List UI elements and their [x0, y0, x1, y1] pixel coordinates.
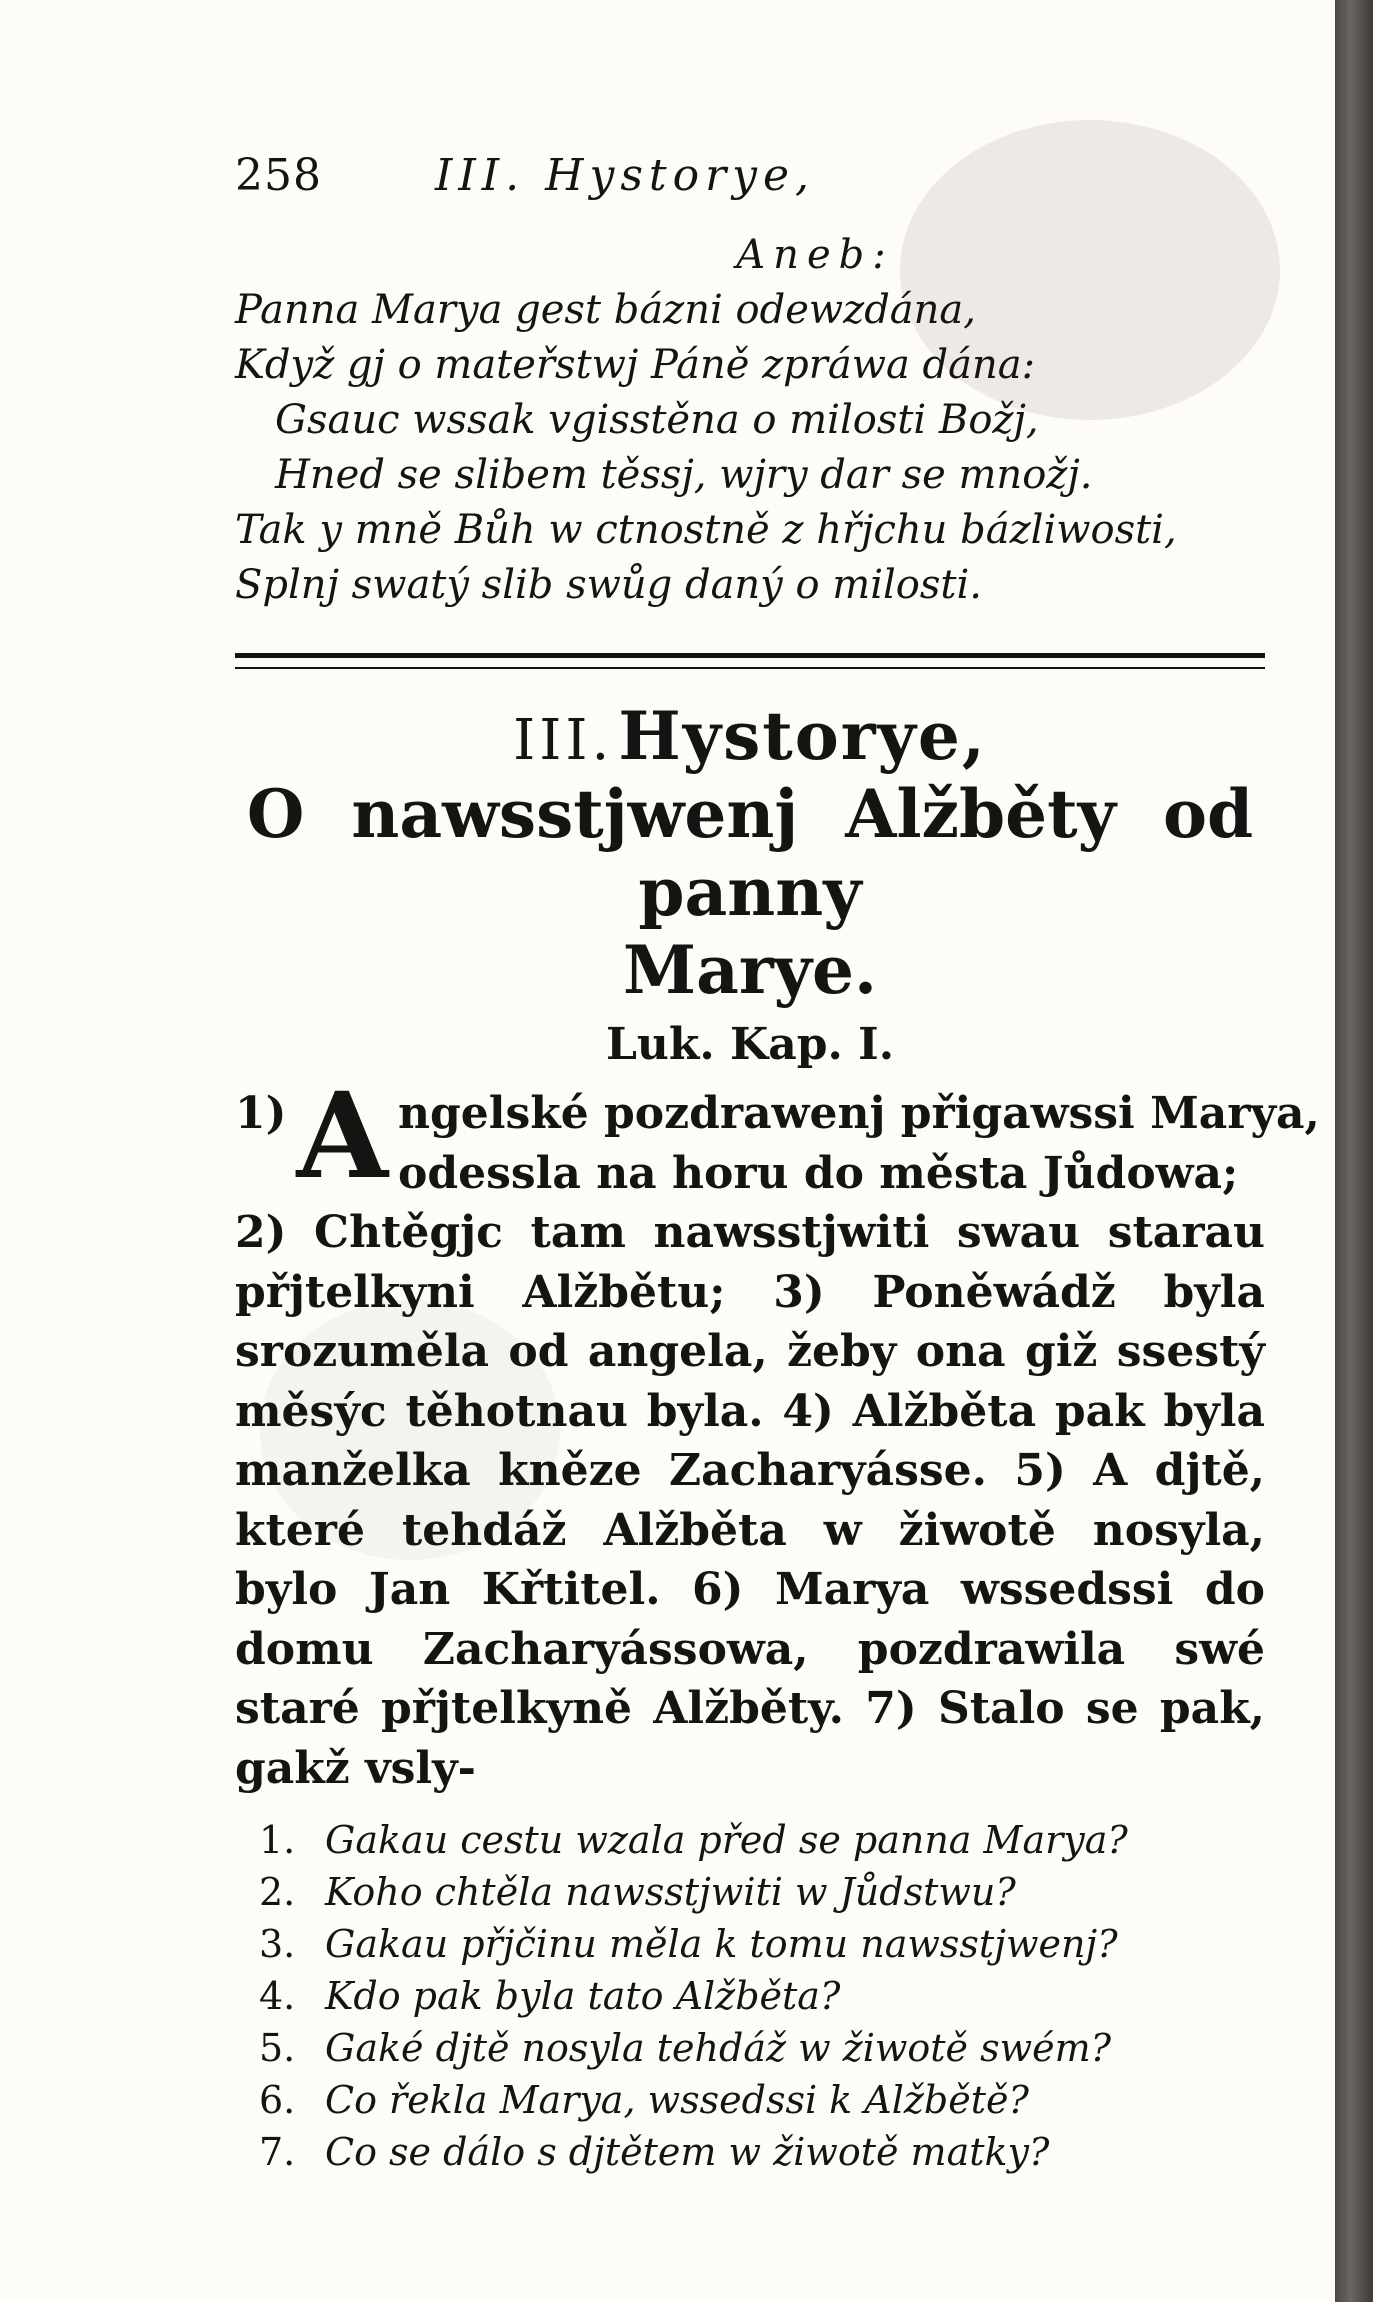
opening-line: odessla na horu do města Jůdowa;	[398, 1147, 1239, 1199]
body-text	[235, 1066, 1320, 1798]
list-item	[235, 1814, 1265, 1866]
question-list	[235, 1814, 1265, 2178]
question-number: 4.	[259, 1974, 296, 2018]
body-paragraph: 2) Chtěgjc tam nawsstjwiti swau starau přjtelkyni Alžbětu; 3) Poněwádž byla srozuměla od angela, žeby ona giž ssestý měsýc těhotnau byla. 4) Alžběta pak byla manželka kněze Zacharyásse. 5) A djtě, které tehdáž Alžběta w žiwotě nosyla, bylo Jan Křtitel. 6) Marya wssedssi do domu Zacharyássowa, pozdrawila swé staré přjtelkyně Alžběty. 7) Stalo se pak, gakž vsly-	[235, 1207, 1265, 1794]
page-content	[235, 150, 1320, 2178]
question-text: Co se dálo s djtětem w žiwotě matky?	[325, 2130, 1050, 2174]
section-number: III.	[513, 708, 614, 773]
page-number: 258	[235, 150, 322, 201]
list-item	[235, 1970, 1265, 2022]
poem	[235, 228, 1265, 613]
poem-line: Když gj o mateřstwj Páně zpráwa dána:	[235, 342, 1036, 388]
section-heading	[235, 697, 1265, 1070]
question-text: Gakau cestu wzala před se panna Marya?	[325, 1818, 1128, 1862]
list-item	[235, 1866, 1265, 1918]
poem-line: Tak y mně Bůh w ctnostně z hřjchu bázliwosti,	[235, 507, 1177, 553]
opening-line: ngelské pozdrawenj přigawssi Marya,	[398, 1088, 1320, 1139]
question-number: 5.	[259, 2026, 296, 2070]
poem-line: Panna Marya gest bázni odewzdána,	[235, 287, 976, 333]
question-number: 3.	[259, 1922, 296, 1966]
question-number: 6.	[259, 2078, 296, 2122]
question-text: Co řekla Marya, wssedssi k Alžbětě?	[325, 2078, 1029, 2122]
running-title: III. Hystorye,	[435, 150, 816, 201]
book-spine-edge	[1335, 0, 1373, 2302]
running-head	[235, 150, 1265, 214]
poem-line: Gsauc wssak vgisstěna o milosti Božj,	[275, 397, 1039, 443]
poem-line: Hned se slibem těssj, wjry dar se množj.	[275, 452, 1093, 498]
section-title-line	[235, 697, 1265, 775]
verse-number: 1)	[235, 1088, 287, 1139]
opening-verse	[235, 1066, 1320, 1205]
poem-line: Splnj swatý slib swůg daný o milosti.	[235, 562, 982, 608]
list-item	[235, 2074, 1265, 2126]
question-text: Gakau přjčinu měla k tomu nawsstjwenj?	[325, 1922, 1118, 1966]
list-item	[235, 2126, 1265, 2178]
list-item	[235, 1918, 1265, 1970]
question-number: 7.	[259, 2130, 296, 2174]
section-title: Hystorye,	[618, 697, 987, 775]
question-text: Koho chtěla nawsstjwiti w Jůdstwu?	[325, 1870, 1016, 1914]
question-text: Kdo pak byla tato Alžběta?	[325, 1974, 841, 2018]
opening-lines	[398, 1084, 1320, 1203]
poem-heading: Aneb:	[736, 232, 894, 278]
scripture-reference: Luk. Kap. I.	[605, 1019, 895, 1070]
double-rule-divider	[235, 653, 1265, 669]
list-item	[235, 2022, 1265, 2074]
section-subtitle-continued: Marye.	[623, 931, 877, 1009]
section-subtitle: O nawsstjwenj Alžběty od panny	[246, 775, 1254, 931]
question-number: 2.	[259, 1870, 296, 1914]
drop-cap: A	[296, 1066, 388, 1205]
question-number: 1.	[259, 1818, 296, 1862]
question-text: Gaké djtě nosyla tehdáž w žiwotě swém?	[325, 2026, 1112, 2070]
